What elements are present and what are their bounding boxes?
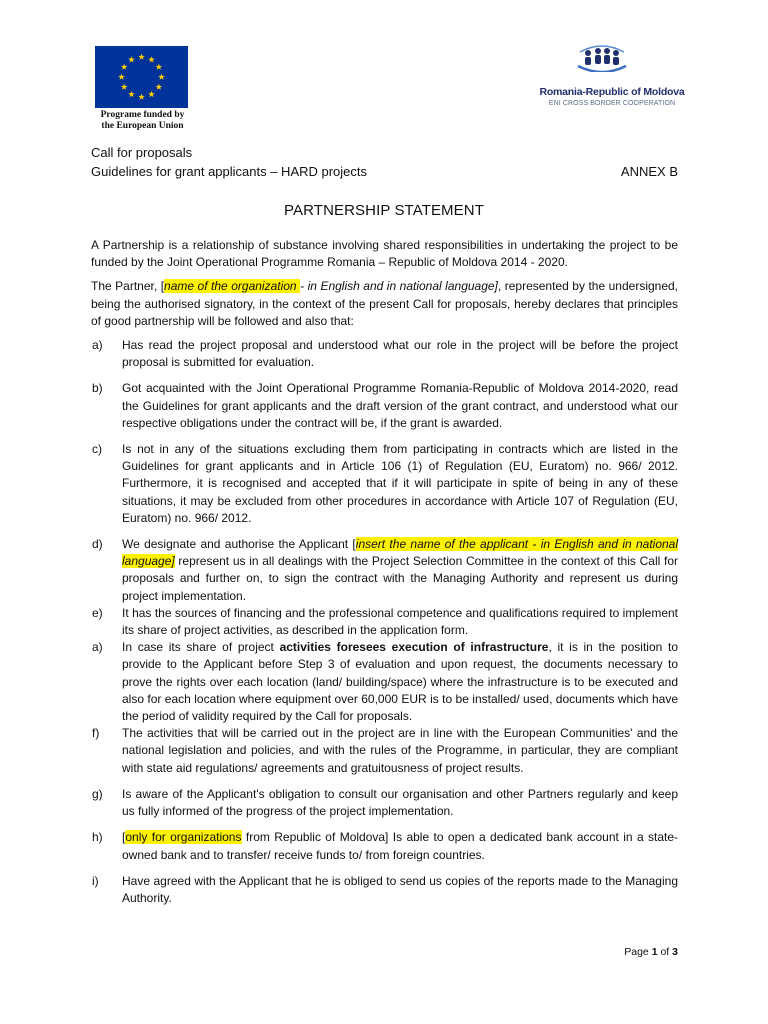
list-item — [91, 441, 678, 527]
partner-logo-name: Romania-Republic of Moldova — [539, 86, 685, 98]
eu-caption-line1: Programe funded by — [100, 110, 185, 120]
list-item-text-before: We designate and authorise the Applicant [ — [122, 537, 356, 552]
list-item — [91, 380, 678, 432]
call-for-proposals-line: Call for proposals — [91, 145, 193, 160]
applicant-name-placeholder: insert the name of the applicant - in English and in national language] — [122, 537, 679, 569]
document-body — [91, 237, 678, 915]
eu-caption-line2: the European Union — [101, 121, 184, 131]
list-item — [91, 337, 678, 371]
list-item-text-after: from Republic of Moldova] Is able to open a dedicated bank account in a state-owned bank and to transfer/ receive funds to/ from foreign countries. — [122, 830, 678, 862]
list-marker: d) — [92, 537, 103, 552]
list-marker: e) — [92, 605, 103, 620]
list-item-text: Has read the project proposal and understood what our role in the project will be before the project proposal is submitted for evaluation. — [122, 338, 678, 370]
partner-paragraph-after: , represented by the undersigned, being the authorised signatory, in the context of the present Call for proposals, hereby declares that principles of good partnership will be followed and also that: — [91, 279, 679, 328]
list-item — [91, 605, 678, 639]
list-item-text: Have agreed with the Applicant that he is obliged to send us copies of the reports made to the Managing Authority. — [122, 873, 678, 905]
list-marker: h) — [92, 830, 103, 845]
annex-label: ANNEX B — [620, 164, 678, 179]
list-item-text-after: represent us in all dealings with the Project Selection Committee in the context of this Call for proposals and further on, to sign the contract with the Managing Authority and represent us during project implementation. — [122, 554, 678, 603]
guidelines-line: Guidelines for grant applicants – HARD projects — [91, 164, 368, 179]
list-marker: b) — [92, 381, 103, 396]
page-footer — [624, 946, 678, 958]
list-item-text: Is not in any of the situations excluding them from participating in contracts which are listed in the Guidelines for grant applicants and in Article 106 (1) of Regulation (EU, Euratom) no. 966/ 2012. Furthermore, it is recognised and accepted that if it will participate in spite of being in any of these situations, it may be excluded from other procedures in accordance with Article 107 of Regulation (EU, Euratom) no. 966/ 2012. — [122, 442, 678, 525]
list-marker: a) — [92, 338, 103, 353]
declaration-list — [91, 337, 678, 907]
list-marker: i) — [92, 873, 99, 888]
list-item-text: Is aware of the Applicant's obligation to consult our organisation and other Partners regularly and keep us fully informed of the progress of the project implementation. — [122, 786, 678, 819]
list-item-text-before: In case its share of project — [122, 640, 280, 655]
eu-flag-logo — [95, 46, 188, 108]
list-marker: a) — [92, 640, 103, 655]
list-item-text: It has the sources of financing and the professional competence and qualifications required to implement its share of project activities, as described in the application form. — [122, 605, 678, 638]
list-item — [91, 873, 678, 907]
list-item-text-after: , it is in the position to provide to the Applicant before Step 3 of evaluation and upon request, the documents necessary to prove the rights over each location (land/ building/space) where the infrastructure is to be executed and also for each location where equipment over 60,000 EUR is to be installed/ used, documents which have the period of validity required by the Call for proposals. — [122, 640, 678, 724]
list-item-text-before: [ — [122, 830, 126, 845]
page-total: 3 — [672, 946, 678, 958]
partner-paragraph-before: The Partner, [ — [91, 279, 165, 294]
list-item — [91, 786, 678, 820]
partner-logo-subtitle: ENI CROSS BORDER COOPERATION — [548, 100, 676, 107]
language-note: - in English and in national language] — [300, 279, 498, 294]
list-marker: c) — [92, 442, 102, 457]
list-item — [91, 725, 678, 777]
page-number: 1 — [651, 946, 658, 958]
page-word: Page — [624, 946, 649, 958]
intro-paragraph: A Partnership is a relationship of substance involving shared responsibilities in undertaking the project to be funded by the Joint Operational Programme Romania – Republic of Moldova 2014 - 2020. — [91, 238, 678, 270]
list-item-text: Got acquainted with the Joint Operational Programme Romania-Republic of Moldova 2014-2020, read the Guidelines for grant applicants and the draft version of the grant contract, and understood what our respective obligations under the contract will be, if the grant is awarded. — [122, 381, 678, 430]
partner-paragraph — [91, 278, 678, 330]
organization-name-placeholder: name of the organization — [164, 279, 301, 294]
eu-caption — [80, 110, 205, 132]
list-marker: f) — [92, 726, 100, 741]
list-item-text: The activities that will be carried out in the project are in line with the European Communities' and the national legislation and policies, and with the rules of the Programme, in particular, they are compliant with state aid regulations/ agreements and gratuitousness of project results. — [122, 726, 678, 775]
of-word: of — [660, 946, 670, 958]
moldova-only-highlight: only for organizations — [125, 830, 242, 845]
rmd-people-logo-icon — [574, 44, 630, 72]
list-item — [91, 639, 678, 725]
list-item — [91, 829, 678, 863]
list-item — [91, 536, 678, 605]
document-title: PARTNERSHIP STATEMENT — [284, 202, 484, 219]
infrastructure-emphasis: activities foresees execution of infrastructure — [279, 640, 549, 655]
list-marker: g) — [92, 786, 103, 801]
